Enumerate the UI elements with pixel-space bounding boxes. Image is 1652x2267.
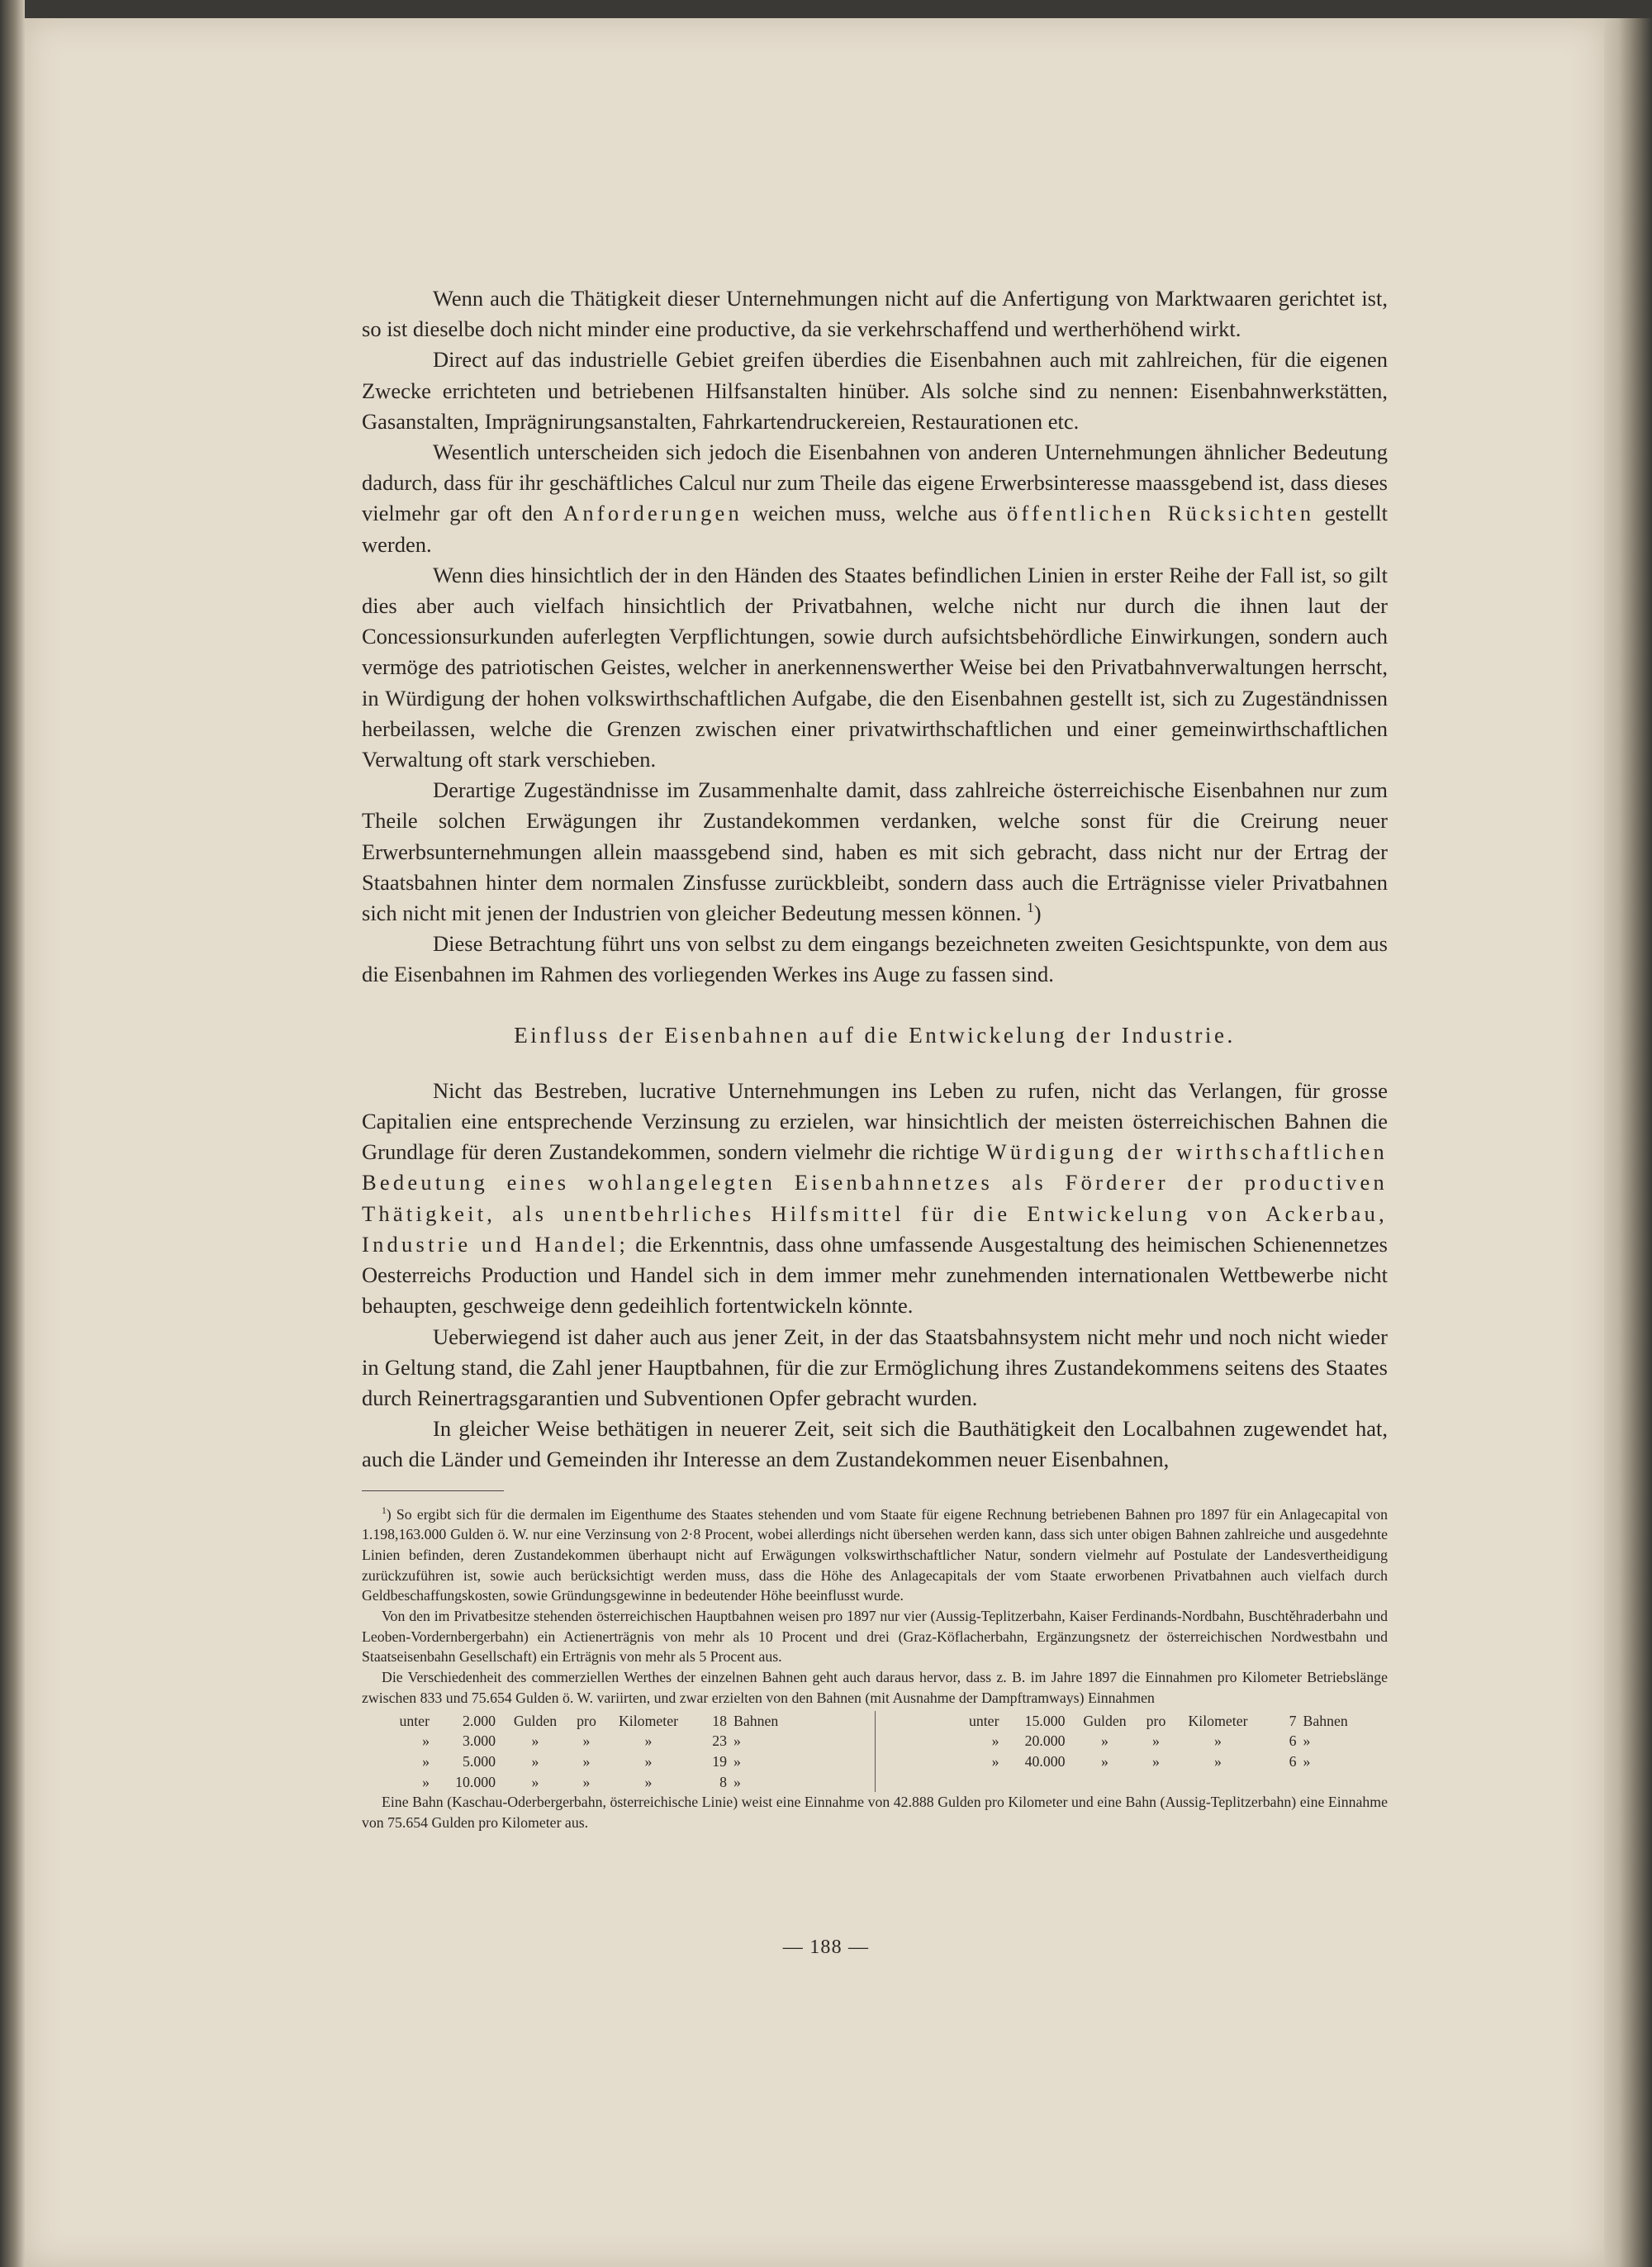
scan-top-border <box>0 0 1652 18</box>
paragraph: Wesentlich unterscheiden sich jedoch die Eisenbahnen von anderen Unternehmungen ähnlicher Bedeutung dadurch, dass für ihr geschäftliches Calcul nur zum Theile das eigene Erwerbsinteresse maassgebend ist, dass dieses vielmehr gar oft den Anforderungen weichen muss, welche aus öffentlichen Rücksichten gestellt werden. <box>362 440 1389 557</box>
footnote-rule <box>362 1490 504 1491</box>
emphasis: Anforderungen <box>563 501 743 526</box>
paragraph: Derartige Zugeständnisse im Zusammenhalte damit, dass zahlreiche österreichische Eisenbahnen nur zum Theile solchen Erwägungen ihr Zustandekommen verdanken, welche sonst für die Creirung neuer Erwerbsunternehmungen allein maassgebend sind, haben es mit sich gebracht, dass nicht nur der Ertrag der Staatsbahnen hinter dem normalen Zinsfusse zurückbleibt, sondern dass auch die Erträgnisse vieler Privatbahnen sich nicht mit jenen der Industrien von gleicher Bedeutung messen können. $^1$) <box>362 777 1388 926</box>
paragraph: Wenn dies hinsichtlich der in den Händen des Staates befindlichen Linien in erster Reihe der Fall ist, so gilt dies aber auch vielfach hinsichtlich der Privatbahnen, welche nicht nur durch die ihnen laut der Concessionsurkunden auferlegten Verpflichtungen, sowie durch aufsichtsbehördliche Einwirkungen, sondern auch vermöge des patriotischen Geistes, welcher in anerkennenswerther Weise bei den Privatbahnverwaltungen herrscht, in Würdigung der hohen volkswirthschaftlichen Aufgabe, die den Eisenbahnen gestellt ist, sich zu Zugeständnissen herbeilassen, welche die Grenzen zwischen einer privatwirthschaftlichen und einer gemeinwirthschaftlichen Verwaltung oft stark verschieben. <box>362 562 1388 772</box>
table-row: » 40.000 » » » 6 » <box>991 1752 1311 1770</box>
footnote-paragraph: Die Verschiedenheit des commerziellen Werthes der einzelnen Bahnen geht auch daraus hervor, dass z. B. im Jahre 1897 die Einnahmen pro Kilometer Betriebslänge zwischen 833 und 75.654 Gulden ö. W. variirten, und zwar erzielten von den Bahnen (mit Ausnahme der Dampftramways) Einnahmen <box>362 1669 1388 1706</box>
paragraph: In gleicher Weise bethätigen in neuerer Zeit, seit sich die Bauthätigkeit den Localbahnen zugewendet hat, auch die Länder und Gemeinden ihr Interesse an dem Zustandekommen neuer Eisenbahnen, <box>362 1416 1388 1472</box>
revenue-table-left <box>362 1711 875 1793</box>
table-row: unter 2.000 Gulden pro Kilometer 18 Bahnen <box>399 1712 779 1729</box>
footnote-paragraph: Von den im Privatbesitze stehenden österreichischen Hauptbahnen weisen pro 1897 nur vier (Aussig-Teplitzerbahn, Kaiser Ferdinands-Nordbahn, Buschtěhraderbahn und Leoben-Vordernbergerbahn) ein Actienerträgnis von mehr als 10 Procent und drei (Graz-Köflacherbahn, Ergänzungsnetz der österreichischen Nordwestbahn und Staatseisenbahn Gesellschaft) ein Erträgnis von mehr als 5 Procent aus. <box>362 1608 1388 1666</box>
table-row: » 10.000 » » » 8 » <box>422 1773 741 1790</box>
table-row: » 3.000 » » » 23 » <box>422 1732 741 1750</box>
paragraph: Wenn auch die Thätigkeit dieser Unternehmungen nicht auf die Anfertigung von Marktwaaren gerichtet ist, so ist dieselbe doch nicht minder eine productive, da sie verkehrschaffend und wertherhöhend wirkt. <box>362 286 1388 342</box>
binding-edge <box>0 0 25 2267</box>
revenue-table-right <box>875 1711 1389 1793</box>
paragraph: Direct auf das industrielle Gebiet greifen überdies die Eisenbahnen auch mit zahlreichen, für die eigenen Zwecke errichteten und betriebenen Hilfsanstalten hinüber. Als solche sind zu nennen: Eisenbahnwerkstätten, Gasanstalten, Imprägnirungsanstalten, Fahrkartendruckereien, Restaurationen etc. <box>362 347 1388 434</box>
main-text <box>362 283 1388 1833</box>
page-stack-edge <box>1604 18 1652 2267</box>
paragraph: Diese Betrachtung führt uns von selbst zu dem eingangs bezeichneten zweiten Gesichtspunkte, von dem aus die Eisenbahnen im Rahmen des vorliegenden Werkes ins Auge zu fassen sind. <box>362 931 1388 987</box>
footnote <box>362 1504 1388 1833</box>
section-heading: Einfluss der Eisenbahnen auf die Entwickelung der Industrie. <box>514 1022 1236 1048</box>
table-row: unter 15.000 Gulden pro Kilometer 7 Bahnen <box>968 1712 1348 1729</box>
footnote-paragraph: $^1$) So ergibt sich für die dermalen im Eigenthume des Staates stehenden und vom Staate für eigene Rechnung betriebenen Bahnen pro 1897 für ein Anlagecapital von 1.198,163.000 Gulden ö. W. nur eine Verzinsung von 2·8 Procent, wobei allerdings nicht übersehen werden kann, dass sich unter obigen Bahnen zahlreiche und ausgedehnte Linien befinden, deren Zustandekommen überhaupt nicht auf Erwägungen volkswirthschaftlicher Natur, sondern vielmehr auf Postulate der Landesvertheidigung zurückzuführen ist, sowie auch berücksichtigt werden muss, dass die Höhe des Anlagecapitals der vom Staate erworbenen Privatbahnen auch vielfach durch Geldbeschaffungskosten, sowie Gründungsgewinne in bedeutender Höhe beeinflusst wurde. <box>362 1504 1388 1604</box>
paragraph: Ueberwiegend ist daher auch aus jener Zeit, in der das Staatsbahnsystem nicht mehr und noch nicht wieder in Geltung stand, die Zahl jener Hauptbahnen, für die zur Ermöglichung ihres Zustandekommens seitens des Staates durch Reinertragsgarantien und Subventionen Opfer gebracht wurden. <box>362 1324 1388 1410</box>
emphasis: Würdigung der wirthschaftlichen Bedeutung eines wohlangelegten Eisenbahnnetzes als Förderer der productiven Thätigkeit, als unentbehrliches Hilfsmittel für die Entwickelung von Ackerbau, Industrie und Handel; <box>362 1139 1389 1257</box>
footnote-ref: 1 <box>1027 900 1034 916</box>
footnote-paragraph: Eine Bahn (Kaschau-Oderbergerbahn, österreichische Linie) weist eine Einnahme von 42.888 Gulden pro Kilometer und eine Bahn (Aussig-Teplitzerbahn) eine Einnahme von 75.654 Gulden pro Kilometer aus. <box>362 1794 1388 1831</box>
emphasis: öffentlichen Rücksichten <box>1007 501 1315 526</box>
page-number: — 188 — <box>782 1937 870 1958</box>
paragraph: Nicht das Bestreben, lucrative Unternehmungen ins Leben zu rufen, nicht das Verlangen, für grosse Capitalien eine entsprechende Verzinsung zu erzielen, war hinsichtlich der meisten österreichischen Bahnen die Grundlage für deren Zustandekommen, sondern vielmehr die richtige Würdigung der wirthschaftlichen Bedeutung eines wohlangelegten Eisenbahnnetzes als Förderer der productiven Thätigkeit, als unentbehrliches Hilfsmittel für die Entwickelung von Ackerbau, Industrie und Handel; die Erkenntnis, dass ohne umfassende Ausgestaltung des heimischen Schienennetzes Oesterreichs Production und Handel sich in dem immer mehr zunehmenden internationalen Wettbewerbe nicht behaupten, geschweige denn gedeihlich fortentwickeln könnte. <box>362 1077 1389 1319</box>
revenue-table <box>362 1711 1388 1793</box>
table-row: » 5.000 » » » 19 » <box>422 1752 741 1770</box>
table-row: » 20.000 » » » 6 » <box>991 1732 1311 1750</box>
